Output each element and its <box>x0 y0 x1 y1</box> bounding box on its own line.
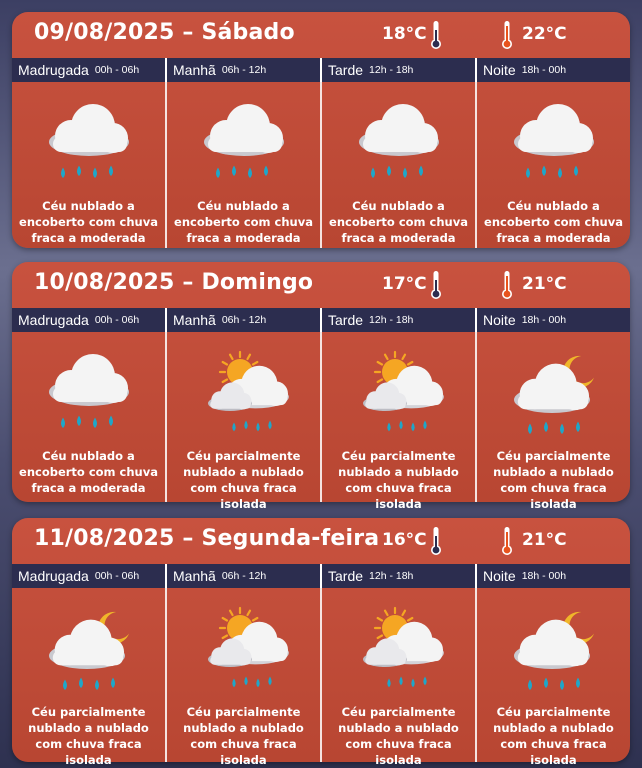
rain-cloud-icon <box>506 100 602 190</box>
forecast-description: Céu parcialmente nublado a nublado com chuva fraca isolada <box>493 705 614 767</box>
forecast-description: Céu parcialmente nublado a nublado com chuva fraca isolada <box>338 449 459 511</box>
forecast-period <box>167 332 322 511</box>
thermometer-cold-icon <box>429 20 443 50</box>
period-time: 00h - 06h <box>94 314 140 326</box>
period-header-row <box>12 564 630 588</box>
forecast-description: Céu parcialmente nublado a nublado com chuva fraca isolada <box>338 705 459 767</box>
forecast-period <box>167 588 322 767</box>
period-name: Noite <box>483 312 516 328</box>
period-header <box>477 58 630 82</box>
min-temperature: 16°C <box>382 530 427 550</box>
day-card <box>12 262 630 511</box>
rain-cloud-icon <box>196 100 292 190</box>
day-date: 11/08/2025 – Segunda-feira <box>34 526 380 551</box>
period-name: Tarde <box>328 312 364 328</box>
thermometer-cold-icon <box>429 270 443 300</box>
period-header <box>322 58 477 82</box>
sun-cloud-rain-icon <box>196 606 292 696</box>
forecast-description: Céu nublado a encoberto com chuva fraca a moderada <box>174 199 313 245</box>
day-card <box>12 518 630 767</box>
rain-cloud-icon <box>351 100 447 190</box>
rain-cloud-icon <box>41 350 137 440</box>
thermometer-hot-icon <box>500 270 514 300</box>
period-header-row <box>12 58 630 82</box>
forecast-description: Céu nublado a encoberto com chuva fraca a moderada <box>329 199 468 245</box>
period-header <box>12 308 167 332</box>
day-date: 10/08/2025 – Domingo <box>34 270 314 295</box>
period-header <box>12 564 167 588</box>
period-time: 00h - 06h <box>94 64 140 76</box>
period-header <box>167 308 322 332</box>
period-time: 06h - 12h <box>221 64 267 76</box>
period-header <box>12 58 167 82</box>
period-name: Tarde <box>328 62 364 78</box>
forecast-period <box>12 82 167 248</box>
sun-cloud-rain-icon <box>351 606 447 696</box>
period-time: 06h - 12h <box>221 570 267 582</box>
period-header-row <box>12 308 630 332</box>
forecast-description: Céu parcialmente nublado a nublado com chuva fraca isolada <box>493 449 614 511</box>
forecast-columns <box>12 332 630 511</box>
min-temperature: 18°C <box>382 24 427 44</box>
rain-cloud-icon <box>41 100 137 190</box>
forecast-period <box>322 332 477 511</box>
max-temperature: 22°C <box>522 24 567 44</box>
forecast-columns <box>12 82 630 248</box>
max-temperature: 21°C <box>522 274 567 294</box>
forecast-columns <box>12 588 630 767</box>
period-name: Manhã <box>173 62 216 78</box>
thermometer-hot-icon <box>500 20 514 50</box>
thermometer-hot-icon <box>500 526 514 556</box>
day-header <box>12 262 630 306</box>
period-time: 18h - 00h <box>521 64 567 76</box>
period-header <box>167 58 322 82</box>
period-name: Manhã <box>173 568 216 584</box>
moon-cloud-rain-icon <box>506 350 602 440</box>
forecast-period <box>477 332 630 511</box>
day-date: 09/08/2025 – Sábado <box>34 20 295 45</box>
period-name: Madrugada <box>18 312 89 328</box>
day-card <box>12 12 630 248</box>
forecast-period <box>12 588 167 767</box>
period-name: Noite <box>483 62 516 78</box>
min-temperature: 17°C <box>382 274 427 294</box>
thermometer-cold-icon <box>429 526 443 556</box>
forecast-description: Céu parcialmente nublado a nublado com chuva fraca isolada <box>183 705 304 767</box>
sun-cloud-rain-icon <box>196 350 292 440</box>
period-header <box>322 564 477 588</box>
forecast-period <box>477 82 630 248</box>
period-time: 18h - 00h <box>521 570 567 582</box>
period-name: Noite <box>483 568 516 584</box>
forecast-period <box>322 588 477 767</box>
period-header <box>167 564 322 588</box>
forecast-period <box>167 82 322 248</box>
forecast-period <box>12 332 167 502</box>
period-time: 12h - 18h <box>369 314 414 326</box>
forecast-description: Céu nublado a encoberto com chuva fraca a moderada <box>484 199 623 245</box>
day-header <box>12 518 630 562</box>
period-time: 00h - 06h <box>94 570 140 582</box>
period-header <box>477 308 630 332</box>
forecast-description: Céu parcialmente nublado a nublado com chuva fraca isolada <box>28 705 149 767</box>
period-time: 12h - 18h <box>369 64 414 76</box>
period-name: Madrugada <box>18 568 89 584</box>
forecast-period <box>322 82 477 248</box>
period-name: Tarde <box>328 568 364 584</box>
forecast-description: Céu nublado a encoberto com chuva fraca a moderada <box>19 199 158 245</box>
moon-cloud-rain-icon <box>41 606 137 696</box>
period-time: 18h - 00h <box>521 314 567 326</box>
sun-cloud-rain-icon <box>351 350 447 440</box>
forecast-description: Céu parcialmente nublado a nublado com chuva fraca isolada <box>183 449 304 511</box>
moon-cloud-rain-icon <box>506 606 602 696</box>
period-header <box>322 308 477 332</box>
period-header <box>477 564 630 588</box>
period-time: 12h - 18h <box>369 570 414 582</box>
period-name: Madrugada <box>18 62 89 78</box>
forecast-period <box>477 588 630 767</box>
period-name: Manhã <box>173 312 216 328</box>
period-time: 06h - 12h <box>221 314 267 326</box>
forecast-description: Céu nublado a encoberto com chuva fraca a moderada <box>19 449 158 495</box>
day-header <box>12 12 630 56</box>
max-temperature: 21°C <box>522 530 567 550</box>
